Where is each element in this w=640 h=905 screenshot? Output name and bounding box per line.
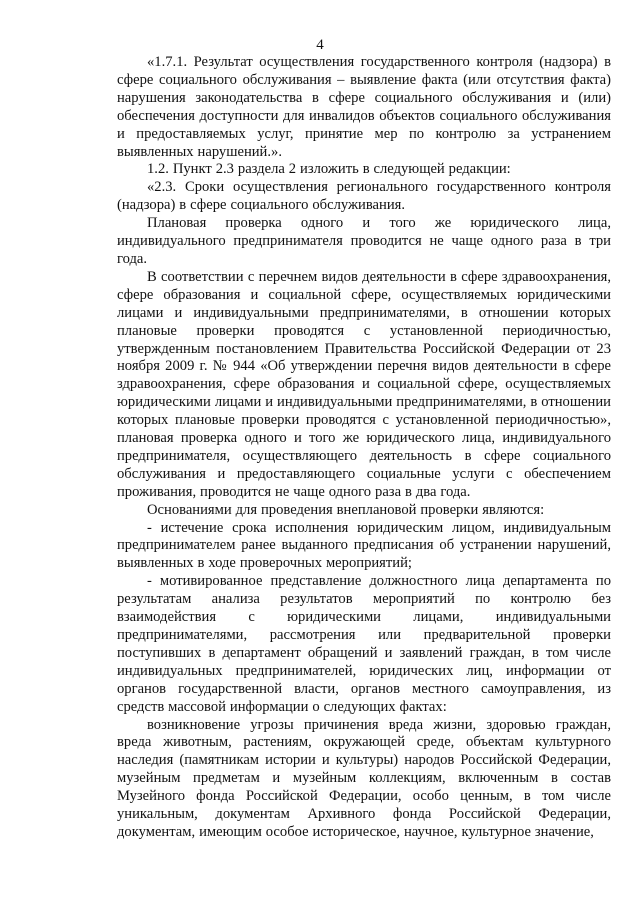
list-item-prescription-expiry: - истечение срока исполнения юридическим лицом, индивидуальным предпринимателем ранее выданного предписания об устранении нарушений, выявленных в ходе проверочных мероприятий; bbox=[117, 519, 611, 572]
paragraph-planned-inspection-frequency: Плановая проверка одного и того же юридического лица, индивидуального предпринимателя проводится не чаще одного раза в три года. bbox=[117, 215, 611, 267]
paragraph-activity-list: В соответствии с перечнем видов деятельности в сфере здравоохранения, сфере образования и социальной сфере, осуществляемых юридическими лицами и индивидуальными предпринимателями, в отношении которых плановые проверки проводятся с установленной периодичностью, утвержденным постановлением Правительства Российской Федерации от 23 ноября 2009 г. № 944 «Об утверждении перечня видов деятельности в сфере здравоохранения, сфере образования и социальной сфере, осуществляемых юридическими лицами и индивидуальными предпринимателями, в отношении которых плановые проверки проводятся с установленной периодичностью», плановая проверка одного и того же юридического лица, индивидуального предпринимателя, осуществляющего деятельность в сфере социального обслуживания и предоставляющего социальные услуги с обеспечением проживания, проводится не чаще одного раза в два года. bbox=[117, 268, 611, 500]
paragraph-threat-of-harm: возникновение угрозы причинения вреда жизни, здоровью граждан, вреда животным, растениям, окружающей среде, объектам культурного наследия (памятникам истории и культуры) народов Российской Федерации, музейным предметам и музейным коллекциям, включенным в состав Музейного фонда Российской Федерации, особо ценным, в том числе уникальным, документам Архивного фонда Российской Федерации, документам, имеющим особое историческое, научное, культурное значение, bbox=[117, 716, 611, 840]
paragraph-amendment-2-3: 1.2. Пункт 2.3 раздела 2 изложить в следующей редакции: bbox=[147, 161, 511, 178]
list-item-motivated-submission: - мотивированное представление должностного лица департамента по результатам анализа результатов мероприятий по контролю без взаимодействия с юридическими лицами, индивидуальными предпринимателями, рассмотрения или предварительной проверки поступивших в департамент обращений и заявлений граждан, в том числе индивидуальных предпринимателей, юридических лиц, информации от органов государственной власти, органов местного самоуправления, из средств массовой информации о следующих фактах: bbox=[117, 573, 611, 715]
paragraph-result-of-control: «1.7.1. Результат осуществления государственного контроля (надзора) в сфере социального обслуживания – выявление факта (или отсутствия факта) нарушения законодательства в сфере социального обслуживания и (или) обеспечения доступности для инвалидов объектов социального обслуживания и предоставляемых услуг, принятие мер по контролю за устранением выявленных нарушений.». bbox=[117, 54, 611, 160]
page-number: 4 bbox=[316, 37, 324, 53]
document-body bbox=[117, 54, 611, 842]
paragraph-control-terms: «2.3. Сроки осуществления регионального государственного контроля (надзора) в сфере социального обслуживания. bbox=[117, 179, 611, 214]
paragraph-unplanned-grounds: Основаниями для проведения внеплановой проверки являются: bbox=[147, 501, 545, 518]
